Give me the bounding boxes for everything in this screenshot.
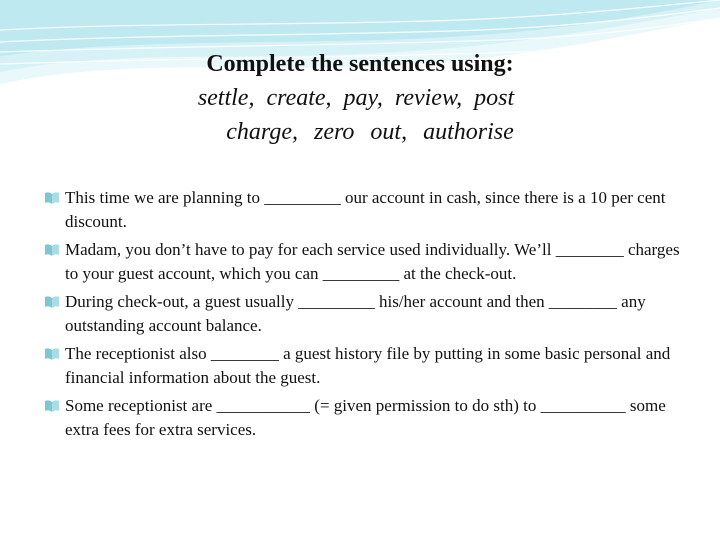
exercise-text: The receptionist also ________ a guest history file by putting in some basic personal and financial information about the guest. [65, 344, 671, 387]
exercise-item-3 [44, 290, 684, 338]
title-block [0, 47, 720, 149]
exercise-item-2 [44, 238, 684, 286]
title-heading: Complete the sentences using: [206, 51, 514, 77]
open-book-icon [44, 191, 60, 205]
exercise-item-4 [44, 342, 684, 390]
word-list-line-1: settle, create, pay, review, post [197, 85, 515, 111]
open-book-icon [44, 295, 60, 309]
exercise-text: This time we are planning to _________ our account in cash, since there is a 10 per cent discount. [65, 188, 666, 231]
exercise-text: Some receptionist are ___________ (= given permission to do sth) to __________ some extra fees for extra services. [65, 396, 666, 439]
exercise-item-5 [44, 394, 684, 442]
exercise-text: Madam, you don’t have to pay for each service used individually. We’ll ________ charges to your guest account, which you can _________ at the check-out. [65, 240, 680, 283]
open-book-icon [44, 347, 60, 361]
exercise-item-1 [44, 186, 684, 234]
word-list-line-2: charge, zero out, authorise [226, 119, 514, 145]
open-book-icon [44, 243, 60, 257]
exercise-text: During check-out, a guest usually _________ his/her account and then ________ any outstanding account balance. [65, 292, 646, 335]
exercise-list [44, 186, 684, 446]
open-book-icon [44, 399, 60, 413]
